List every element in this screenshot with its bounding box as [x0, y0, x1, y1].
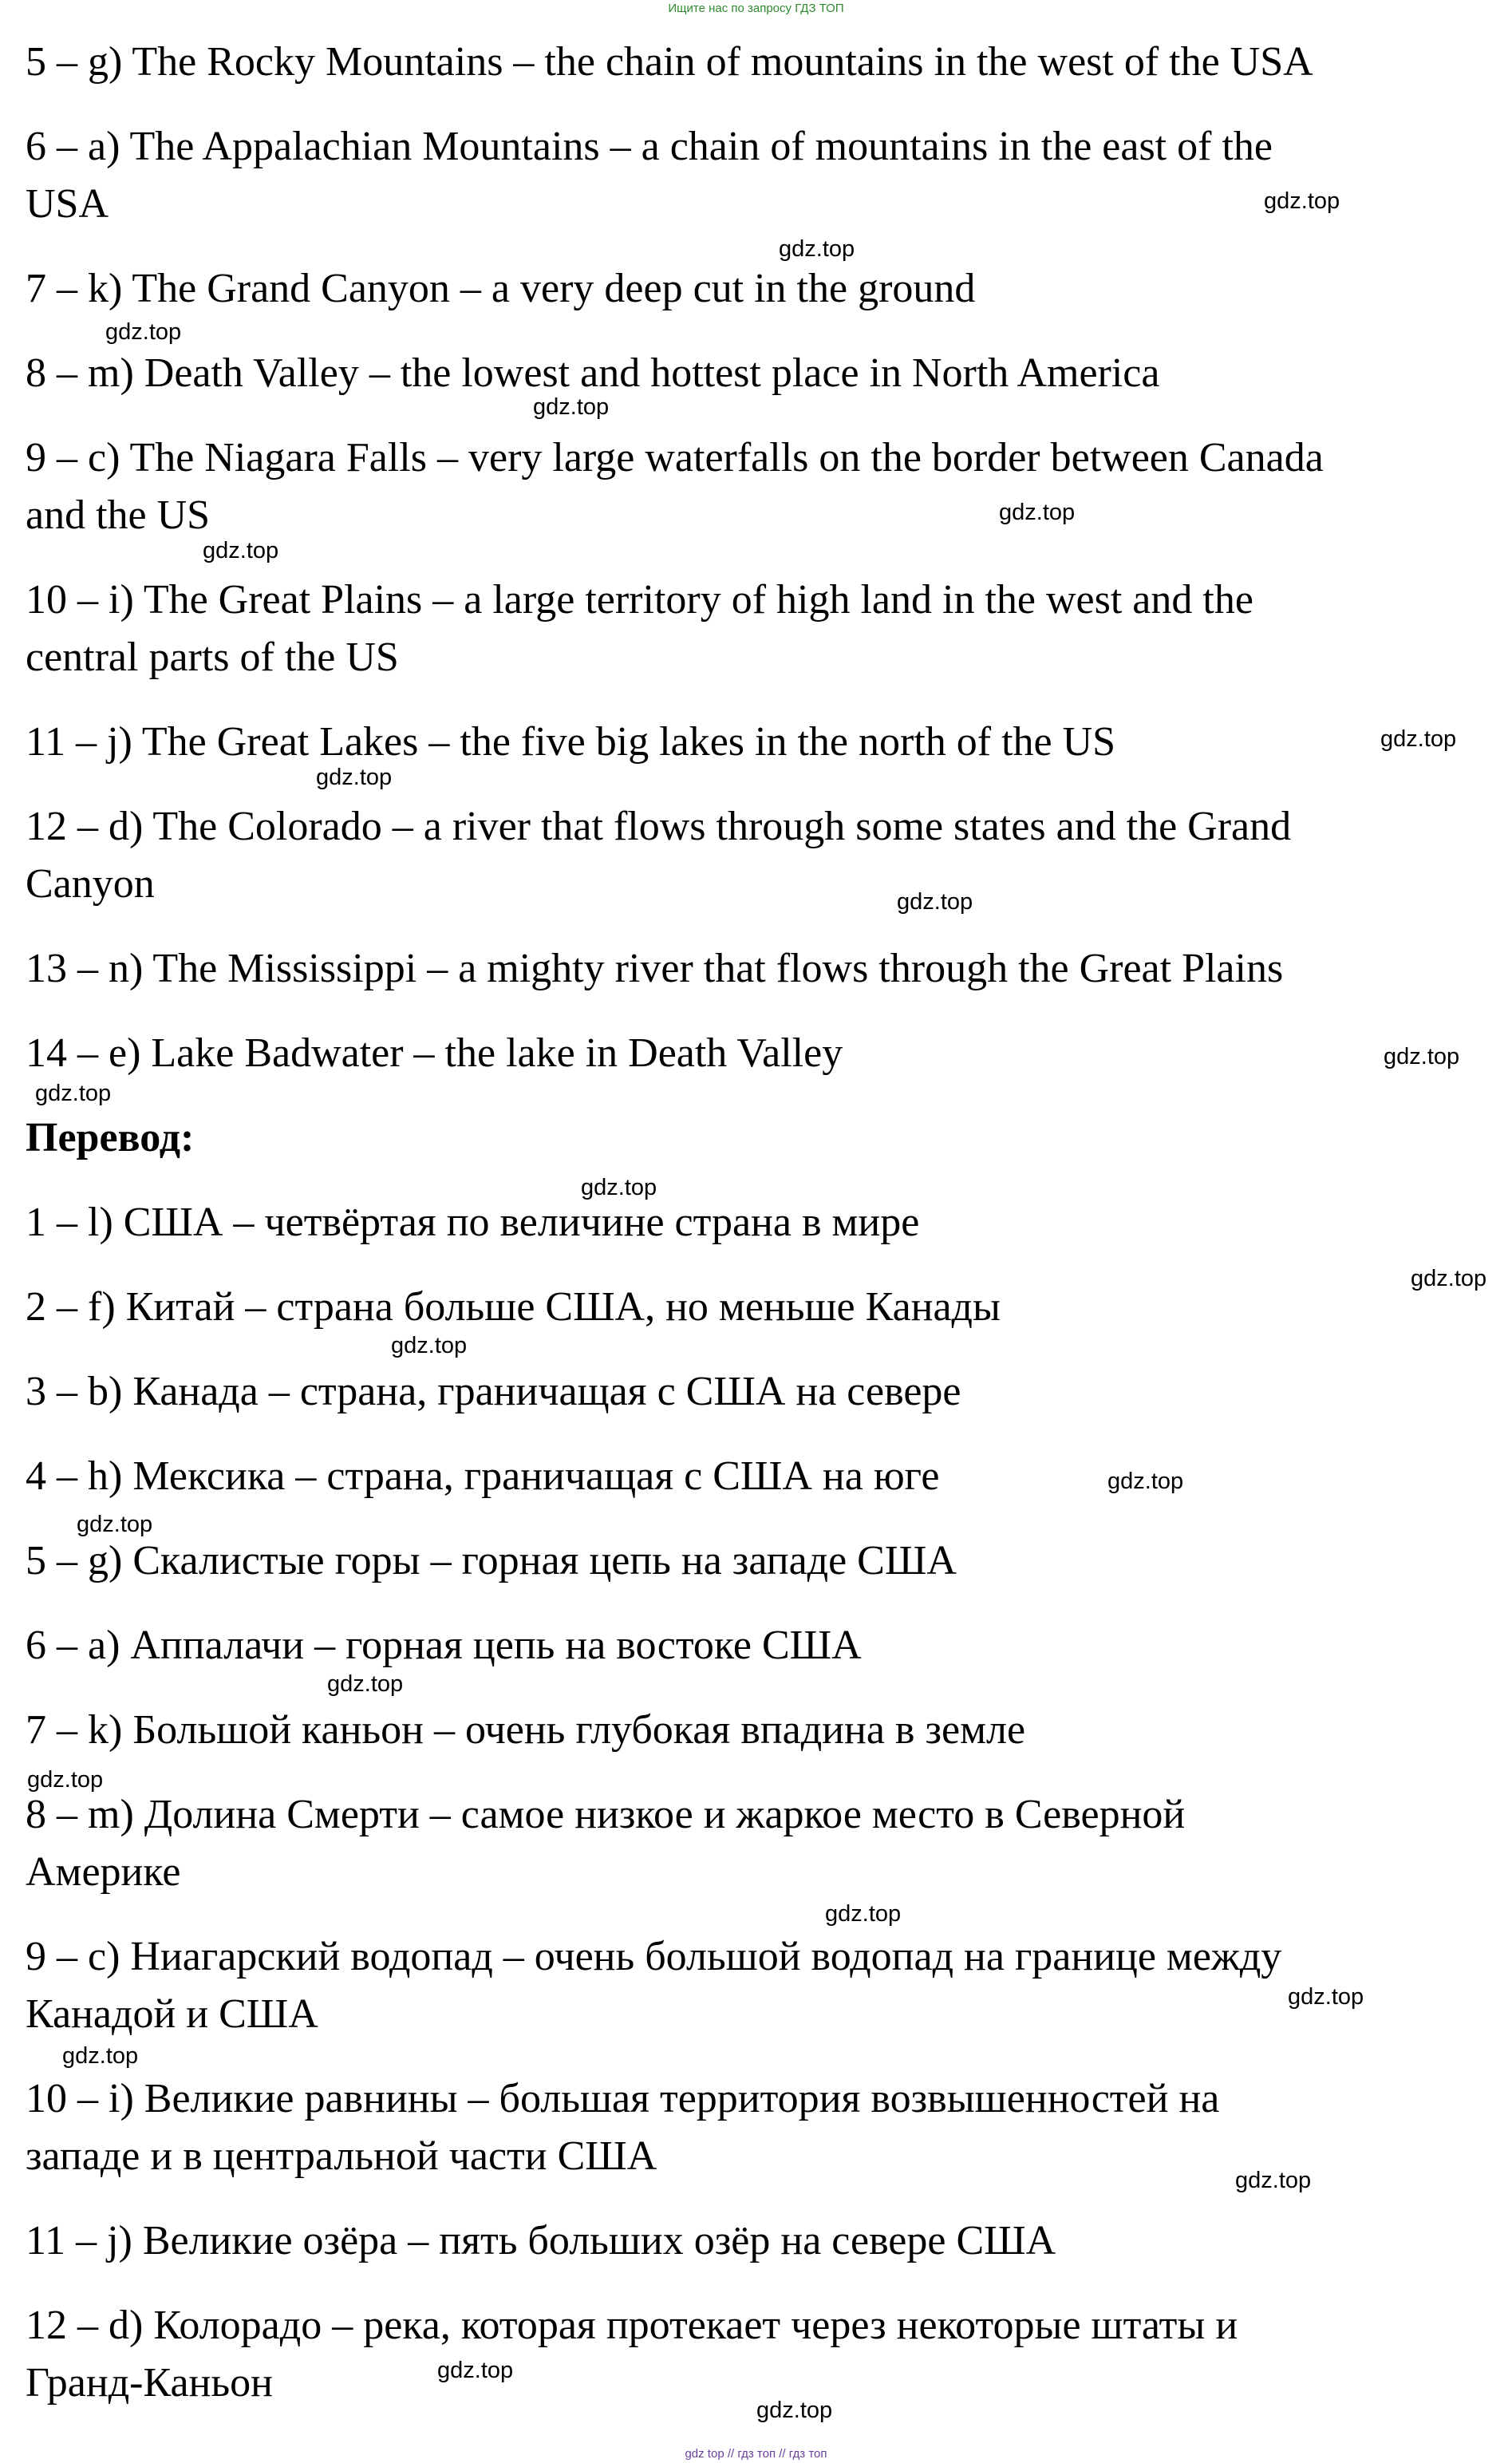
translation-line: Канадой и США: [26, 1991, 318, 2037]
watermark: gdz.top: [581, 1175, 657, 1200]
answer-line: 9 – c) The Niagara Falls – very large waterfalls on the border between Canada: [26, 435, 1324, 480]
answer-line: and the US: [26, 492, 211, 538]
translation-line: западе и в центральной части США: [26, 2133, 657, 2179]
translation-line: 7 – k) Большой каньон – очень глубокая впадина в земле: [26, 1707, 1026, 1753]
answer-line: 6 – a) The Appalachian Mountains – a chain of mountains in the east of the: [26, 124, 1273, 169]
translation-line: Гранд-Каньон: [26, 2360, 273, 2406]
answer-line: central parts of the US: [26, 635, 399, 680]
answer-line: 10 – i) The Great Plains – a large territory of high land in the west and the: [26, 577, 1253, 623]
top-banner: Ищите нас по запросу ГДЗ ТОП: [668, 2, 844, 15]
watermark: gdz.top: [77, 1512, 153, 1537]
watermark: gdz.top: [1380, 726, 1457, 752]
watermark: gdz.top: [897, 889, 973, 915]
watermark: gdz.top: [1235, 2168, 1312, 2193]
answer-line: 13 – n) The Mississippi – a mighty river that flows through the Great Plains: [26, 946, 1284, 991]
watermark: gdz.top: [779, 236, 855, 262]
answer-line: 11 – j) The Great Lakes – the five big lakes in the north of the US: [26, 719, 1116, 765]
footer-links: gdz top // гдз топ // гдз топ: [685, 2447, 827, 2461]
watermark: gdz.top: [1264, 188, 1340, 214]
translation-line: 10 – i) Великие равнины – большая территория возвышенностей на: [26, 2076, 1220, 2121]
watermark: gdz.top: [756, 2398, 833, 2423]
watermark: gdz.top: [62, 2043, 139, 2069]
watermark: gdz.top: [35, 1081, 112, 1106]
watermark: gdz.top: [1107, 1469, 1184, 1494]
translation-line: 11 – j) Великие озёра – пять больших озёр на севере США: [26, 2218, 1056, 2263]
translation-line: 8 – m) Долина Смерти – самое низкое и жаркое место в Северной: [26, 1792, 1186, 1837]
translation-line: 3 – b) Канада – страна, граничащая с США на севере: [26, 1369, 961, 1414]
watermark: gdz.top: [437, 2358, 514, 2383]
translation-line: Америке: [26, 1849, 181, 1895]
watermark: gdz.top: [105, 319, 182, 345]
answer-line: 7 – k) The Grand Canyon – a very deep cut in the ground: [26, 266, 976, 311]
watermark: gdz.top: [327, 1671, 404, 1697]
watermark: gdz.top: [391, 1333, 468, 1358]
watermark: gdz.top: [533, 394, 610, 420]
watermark: gdz.top: [1288, 1984, 1364, 2010]
translation-line: 6 – a) Аппалачи – горная цепь на востоке США: [26, 1623, 862, 1668]
translation-line: 9 – c) Ниагарский водопад – очень большой водопад на границе между: [26, 1934, 1282, 1979]
watermark: gdz.top: [825, 1901, 902, 1927]
translation-line: 4 – h) Мексика – страна, граничащая с США на юге: [26, 1453, 940, 1499]
translation-heading: Перевод:: [26, 1115, 195, 1160]
translation-line: 12 – d) Колорадо – река, которая протекает через некоторые штаты и: [26, 2303, 1238, 2348]
translation-line: 1 – l) США – четвёртая по величине страна в мире: [26, 1200, 920, 1245]
watermark: gdz.top: [999, 500, 1076, 525]
answer-line: 14 – e) Lake Badwater – the lake in Death Valley: [26, 1030, 843, 1076]
translation-line: 2 – f) Китай – страна больше США, но меньше Канады: [26, 1284, 1001, 1330]
answer-line: USA: [26, 181, 109, 227]
answer-line: 8 – m) Death Valley – the lowest and hottest place in North America: [26, 350, 1160, 396]
answer-line: 12 – d) The Colorado – a river that flows through some states and the Grand: [26, 804, 1292, 849]
watermark: gdz.top: [1384, 1044, 1460, 1069]
answer-line: 5 – g) The Rocky Mountains – the chain of mountains in the west of the USA: [26, 39, 1313, 85]
translation-line: 5 – g) Скалистые горы – горная цепь на западе США: [26, 1538, 957, 1583]
watermark: gdz.top: [316, 765, 393, 790]
watermark: gdz.top: [27, 1767, 104, 1793]
watermark: gdz.top: [1411, 1266, 1487, 1291]
watermark: gdz.top: [203, 538, 279, 563]
answer-line: Canyon: [26, 861, 155, 907]
